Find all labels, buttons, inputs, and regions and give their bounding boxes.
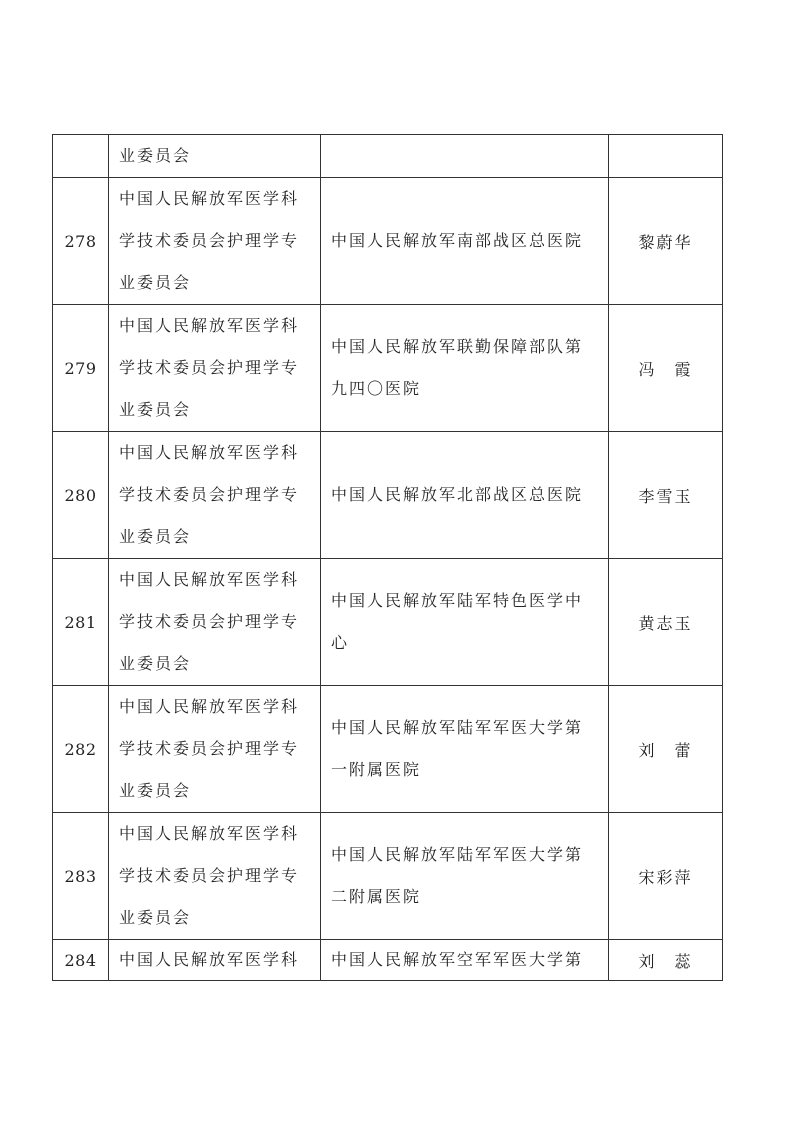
member-table [52,134,723,981]
row-number: 284 [53,940,109,980]
committee-line: 业委员会 [119,908,192,927]
committee-cell [109,432,321,558]
committee-line: 业委员会 [119,273,192,292]
organization-line: 九四〇医院 [331,379,422,398]
member-name: 宋彩萍 [609,813,723,939]
committee-line: 中国人民解放军医学科 [119,443,300,462]
committee-line: 业委员会 [119,781,192,800]
committee-cell [109,813,321,939]
row-number [53,135,109,177]
organization-line: 中国人民解放军南部战区总医院 [331,231,584,250]
committee-line: 业委员会 [119,146,192,165]
row-number: 281 [53,559,109,685]
organization-cell [321,305,609,431]
committee-line: 中国人民解放军医学科 [119,697,300,716]
organization-line: 二附属医院 [331,887,422,906]
table-row [53,432,723,559]
table-row [53,559,723,686]
table-row [53,940,723,981]
committee-line: 学技术委员会护理学专 [119,231,300,250]
member-name: 刘 蕾 [609,686,723,812]
committee-line: 学技术委员会护理学专 [119,612,300,631]
committee-line: 中国人民解放军医学科 [119,570,300,589]
row-number: 279 [53,305,109,431]
organization-line: 中国人民解放军陆军军医大学第 [331,845,584,864]
organization-cell [321,559,609,685]
committee-cell [109,135,321,177]
member-name: 黄志玉 [609,559,723,685]
committee-line: 业委员会 [119,527,192,546]
organization-line: 中国人民解放军北部战区总医院 [331,485,584,504]
committee-line: 学技术委员会护理学专 [119,866,300,885]
committee-cell [109,940,321,980]
row-number: 278 [53,178,109,304]
organization-cell [321,135,609,177]
organization-cell [321,940,609,980]
organization-line: 心 [331,633,350,652]
organization-line: 中国人民解放军陆军特色医学中 [331,591,584,610]
table-row [53,178,723,305]
committee-cell [109,686,321,812]
table-row [53,135,723,178]
committee-line: 学技术委员会护理学专 [119,358,300,377]
table-row [53,686,723,813]
table-row [53,813,723,940]
member-name: 李雪玉 [609,432,723,558]
committee-cell [109,559,321,685]
committee-line: 业委员会 [119,654,192,673]
committee-line: 中国人民解放军医学科 [119,950,300,969]
organization-line: 中国人民解放军联勤保障部队第 [331,337,584,356]
committee-line: 中国人民解放军医学科 [119,316,300,335]
organization-cell [321,432,609,558]
member-name: 冯 霞 [609,305,723,431]
committee-line: 中国人民解放军医学科 [119,189,300,208]
organization-cell [321,178,609,304]
table-row [53,305,723,432]
committee-line: 中国人民解放军医学科 [119,824,300,843]
row-number: 283 [53,813,109,939]
organization-cell [321,813,609,939]
organization-line: 一附属医院 [331,760,422,779]
row-number: 280 [53,432,109,558]
committee-line: 学技术委员会护理学专 [119,485,300,504]
member-name [609,135,723,177]
organization-line: 中国人民解放军空军军医大学第 [331,950,584,969]
member-name: 刘 蕊 [609,940,723,980]
committee-line: 业委员会 [119,400,192,419]
committee-cell [109,305,321,431]
organization-line: 中国人民解放军陆军军医大学第 [331,718,584,737]
member-name: 黎蔚华 [609,178,723,304]
row-number: 282 [53,686,109,812]
committee-cell [109,178,321,304]
committee-line: 学技术委员会护理学专 [119,739,300,758]
organization-cell [321,686,609,812]
